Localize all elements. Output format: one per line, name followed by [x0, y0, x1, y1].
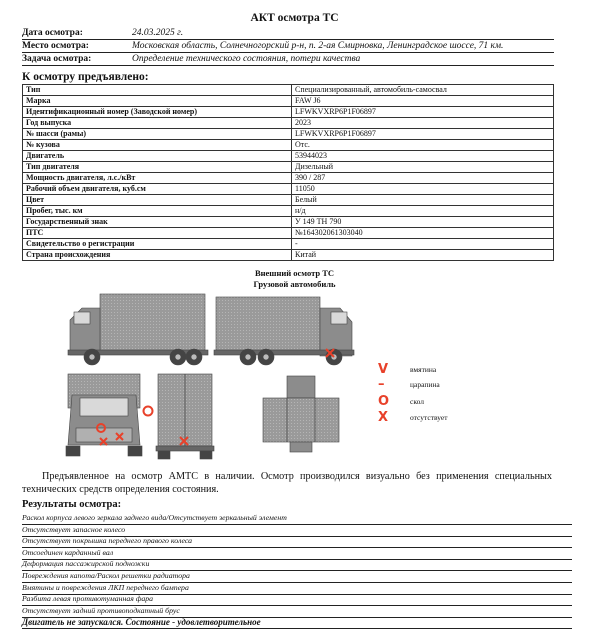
legend-label: вмятина — [410, 365, 437, 374]
spec-key: Мощность двигателя, л.с./кВт — [23, 173, 292, 184]
spec-key: ПТС — [23, 228, 292, 239]
result-item: Отсутствует запасное колесо — [22, 524, 572, 537]
meta-label: Задача осмотра: — [22, 54, 92, 64]
truck-front-view — [66, 374, 142, 456]
inspection-subtitle: Грузовой автомобиль — [253, 279, 336, 289]
spec-key: № шасси (рамы) — [23, 129, 292, 140]
spec-key: № кузова — [23, 140, 292, 151]
spec-value: Дизельный — [292, 162, 554, 173]
chip-o-mark — [144, 407, 153, 416]
spec-value: - — [292, 239, 554, 250]
meta-value: Определение технического состояния, потери качества — [132, 54, 361, 64]
missing-x-mark: X — [378, 410, 389, 425]
spec-key: Государственный знак — [23, 217, 292, 228]
legend-label: скол — [410, 397, 424, 406]
spec-key: Марка — [23, 96, 292, 107]
result-item: Деформация пассажирской подножки — [22, 558, 572, 571]
spec-key: Год выпуска — [23, 118, 292, 129]
spec-value: LFWKVXRP6P1F06897 — [292, 129, 554, 140]
final-note: Двигатель не запускался. Состояние - удовлетворительное — [22, 616, 572, 629]
spec-key: Двигатель — [23, 151, 292, 162]
inspection-title: Внешний осмотр ТС — [254, 268, 335, 278]
result-item: Повреждения капота/Раскол решетки радиатора — [22, 570, 572, 583]
spec-key: Рабочий объем двигателя, куб.см — [23, 184, 292, 195]
spec-key: Свидетельство о регистрации — [23, 239, 292, 250]
inspection-paragraph: Предъявленное на осмотр АМТС в наличии. Осмотр производился визуально без применения специальных технических средств определения состояния. — [22, 471, 552, 495]
truck-rear-view — [156, 374, 214, 459]
result-item: Раскол корпуса левого зеркала заднего вида/Отсутствует зеркальный элемент — [22, 512, 572, 525]
meta-value: 24.03.2025 г. — [132, 28, 184, 38]
spec-key: Идентификационный номер (Заводской номер) — [23, 107, 292, 118]
spec-key: Пробег, тыс. км — [23, 206, 292, 217]
spec-value: Китай — [292, 250, 554, 261]
spec-value: 390 / 287 — [292, 173, 554, 184]
spec-value: У 149 ТН 790 — [292, 217, 554, 228]
result-item: Разбита левая противотуманная фара — [22, 593, 572, 606]
results-title: Результаты осмотра: — [22, 499, 122, 510]
spec-value: 11050 — [292, 184, 554, 195]
result-item: Отсутствует покрышка переднего правого колеса — [22, 535, 572, 548]
spec-value: Специализированный, автомобиль-самосвал — [292, 85, 554, 96]
result-item: Отсутствует задний противоподкатный брус — [22, 605, 572, 618]
spec-value: Отс. — [292, 140, 554, 151]
spec-value: н/д — [292, 206, 554, 217]
spec-key: Страна происхождения — [23, 250, 292, 261]
legend-label: отсутствует — [410, 413, 448, 422]
meta-label: Место осмотра: — [22, 41, 89, 51]
spec-value: FAW J6 — [292, 96, 554, 107]
spec-value: №164302061303040 — [292, 228, 554, 239]
dent-v-mark: V — [378, 362, 389, 377]
section-title: К осмотру предъявлено: — [22, 71, 149, 83]
truck-left-side-view — [68, 294, 208, 365]
result-item: Вмятины и повреждения ЛКП переднего бампера — [22, 582, 572, 595]
spec-value: 53944023 — [292, 151, 554, 162]
spec-value: LFWKVXRP6P1F06897 — [292, 107, 554, 118]
document-title: АКТ осмотра ТС — [250, 12, 339, 24]
scratch-dash-mark: – — [378, 377, 385, 392]
result-item: Отсоединен карданный вал — [22, 547, 572, 560]
spec-key: Тип — [23, 85, 292, 96]
spec-value: Белый — [292, 195, 554, 206]
meta-label: Дата осмотра: — [22, 28, 83, 38]
legend-label: царапина — [410, 380, 440, 389]
spec-value: 2023 — [292, 118, 554, 129]
chip-o-mark: O — [378, 394, 390, 409]
spec-key: Тип двигателя — [23, 162, 292, 173]
meta-value: Московская область, Солнечногорский р-н, п. 2-ая Смирновка, Ленинградское шоссе, 71 км. — [132, 41, 504, 51]
truck-top-view — [263, 376, 339, 452]
spec-key: Цвет — [23, 195, 292, 206]
